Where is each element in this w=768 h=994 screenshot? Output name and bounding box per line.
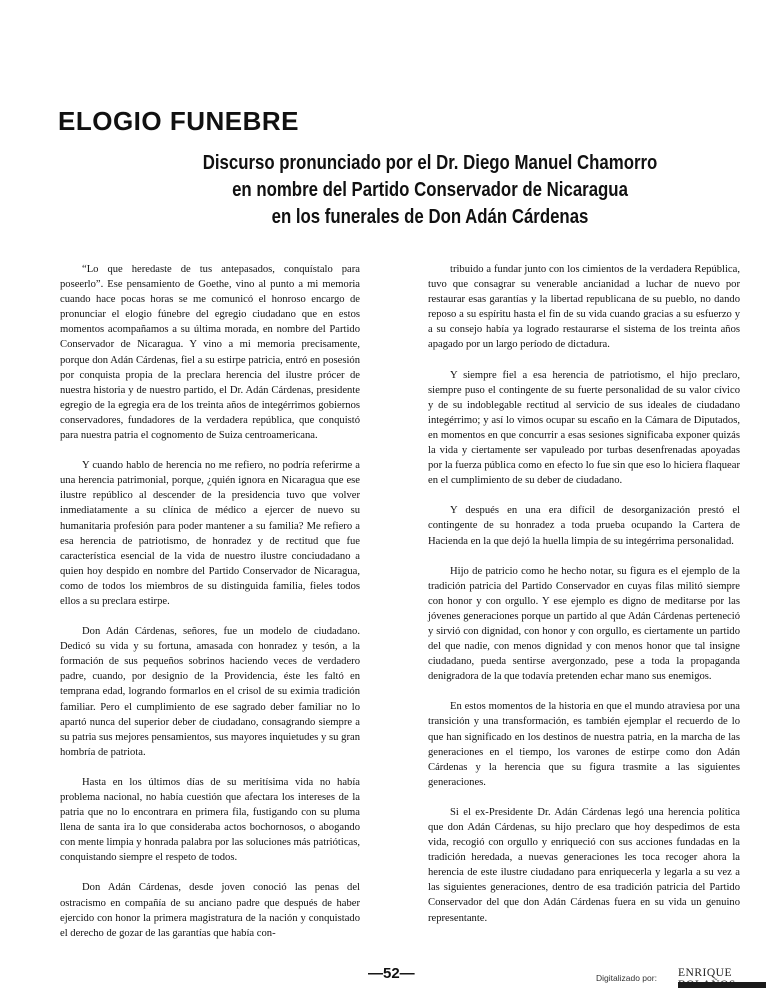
speech-subtitle bbox=[153, 150, 707, 231]
digitized-label: Digitalizado por: bbox=[596, 973, 657, 983]
paragraph: Y después en una era difícil de desorganización prestó el contingente de su honradez a toda prueba ocupando la Cartera de Hacienda en la que dejó la huella limpia de su integérrima personalidad. bbox=[428, 505, 740, 547]
paragraph: Y siempre fiel a esa herencia de patriotismo, el hijo preclaro, siempre puso el contingente de su fuerte personalidad de su valor cívico y de su indoblegable rectitud al servicio de sus ideales de ciudadano integérrimo; y así lo vimos ocupar su escaño en la Cámara de Diputados, en momentos en que concurrir a esas sesiones significaba exponer quizás la vida y ciertamente ser vapuleado por turbas desenfrenadas apoyadas por la fuerza pública como en efecto lo fue sin que eso lo hiciera flaquear en el cumplimiento de su deber de ciudadano. bbox=[428, 369, 740, 487]
brand-logo-bar bbox=[678, 982, 766, 988]
subtitle-line: Discurso pronunciado por el Dr. Diego Manuel Chamorro bbox=[202, 152, 658, 174]
paragraph: Si el ex-Presidente Dr. Adán Cárdenas legó una herencia política que don Adán Cárdenas, su hijo preclaro que hoy despedimos de esta vida, recogió con orgullo y enriqueció con sus acciones fundadas en la tradición heredada, a nuevas generaciones les toca recoger ahora la herencia de este ilustre ciudadano para enriquecerla y legarla a su vez a las siguientes generaciones, dentro de esa tradición patricia del Partido Conservador del que don Adán Cárdenas fuera en su vida un genuino representante. bbox=[428, 806, 740, 924]
digitized-by-footer bbox=[596, 965, 768, 991]
subtitle-line: en nombre del Partido Conservador de Nicaragua bbox=[232, 179, 628, 201]
paragraph: Y cuando hablo de herencia no me refiero, no podría referirme a una herencia patrimonial, porque, ¿quién ignora en Nicaragua que ese ilustre repúblico al descender de la presidencia tuvo que volver inmediatamente a su clínica de médico a ejercer de nuevo su humanitaria profesión para poder mantener a su familia? Me refiero a esa herencia de patriotismo, de honradez y de rectitud que fue característica esencial de la vida de nuestro ilustre conciudadano a quien hoy despido en nombre del Partido Conservador de Nicaragua, como de todos los miembros de su distinguida familia, fieles todos ellos a su preclara estirpe. bbox=[60, 460, 360, 607]
paragraph: “Lo que heredaste de tus antepasados, conquístalo para poseerlo”. Ese pensamiento de Goethe, vino al punto a mi memoria cuando hace pocas horas se me comunicó el honroso encargo de pronunciar el elogio fúnebre del egregio ciudadano que en estos momentos acompañamos a su última morada, en nombre del Partido Conservador de Nicaragua. Y vino a mi memoria precisamente, porque don Adán Cárdenas, fiel a su estirpe patricia, entró en posesión por conquista propia de la preclara herencia del ilustre prócer de nuestra historia y de nuestro partido, el Dr. Adán Cárdenas, presidente egregio de la egregia era de los treinta años de integérrimos gobiernos conservadores, fundadores de la verdadera república, que conquistó para nuestra patria el cognomento de Suiza centroamericana. bbox=[60, 264, 360, 442]
paragraph: Don Adán Cárdenas, señores, fue un modelo de ciudadano. Dedicó su vida y su fortuna, amasada con honradez y tesón, a la formación de sus pequeños sobrinos haciendo veces de verdadero padre, cuando, por designio de la Providencia, éste les faltó en temprana edad, logrando formarlos en el crisol de su eximia tradición familiar. Pero el cumplimiento de ese sagrado deber familiar no lo apartó nunca del superior deber de ciudadano, consagrando siempre a su patria sus mejores pensamientos, sus mayores inquietudes y su gran hombría de patriota. bbox=[60, 626, 360, 758]
right-column bbox=[428, 262, 740, 926]
paragraph: Don Adán Cárdenas, desde joven conoció las penas del ostracismo en compañía de su anciano padre que después de haber ejercido con honor la primera magistratura de la nación y conquistado el derecho de gozar de las garantías que había con- bbox=[60, 882, 360, 939]
paragraph: Hijo de patricio como he hecho notar, su figura es el ejemplo de la tradición patricia del Partido Conservador en cuyas filas militó siempre con honor y con orgullo. Y ese ejemplo es digno de meditarse por las jóvenes generaciones porque un partido al que Adán Cárdenas perteneció y sirvió con dignidad, con honor y con orgullo, es ciertamente un partido del que nadie, con menos dignidad y con menos honor que tal insigne ciudadano, pueda sentirse avergonzado, pese a toda la propaganda denigradora de la que todavía pretenden echar mano sus enemigos. bbox=[428, 565, 740, 683]
subtitle-line: en los funerales de Don Adán Cárdenas bbox=[271, 206, 589, 228]
page-number: —52— bbox=[368, 965, 415, 982]
section-title: ELOGIO FUNEBRE bbox=[58, 106, 300, 136]
left-column bbox=[60, 262, 360, 941]
brand-logo: ENRIQUE bbox=[678, 967, 732, 979]
paragraph: tribuido a fundar junto con los cimientos de la verdadera República, tuvo que consagrar su venerable ancianidad a luchar de nuevo por restaurar esas garantías y la libertad republicana de su pueblo, no dando reposo a su espíritu hasta el fin de su vida cuando gracias a su esfuerzo y a su consejo había ya logrado restaurarse el sistema de los treinta años apagado por un largo período de dictadura. bbox=[428, 264, 740, 351]
paragraph: En estos momentos de la historia en que el mundo atraviesa por una transición y una transformación, es también ejemplar el recuerdo de lo que han significado en los destinos de nuestra patria, en la marcha de las generaciones en el tiempo, los varones de estirpe como don Adán Cárdenas y la herencia que su figura trasmite a las siguientes generaciones. bbox=[428, 701, 740, 788]
paragraph: Hasta en los últimos días de su meritísima vida no había problema nacional, no había cuestión que afectara los intereses de la patria que no lo encontrara en primera fila, fustigando con su pluma llena de santa ira lo que consideraba actos bochornosos, o abogando con mente limpia y honrada palabra por las soluciones más patrióticas, conquistando siempre el respeto de todos. bbox=[60, 776, 360, 864]
